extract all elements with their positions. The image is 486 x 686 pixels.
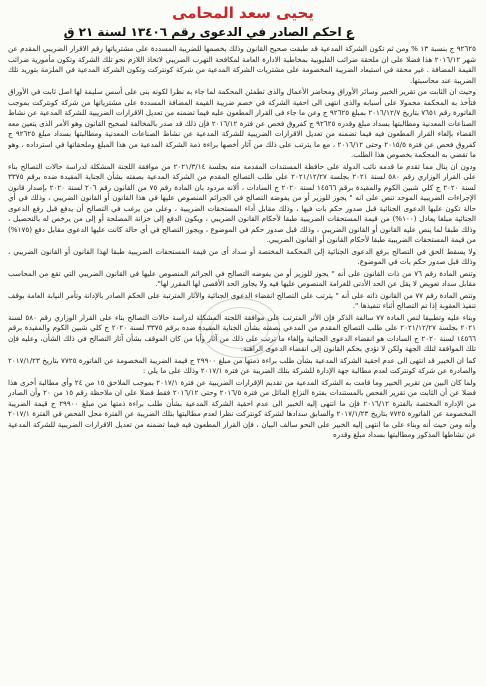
paragraph: كما ان الخبير قد انتهى الى عدم احقية الشركة المدعية بشأن طلب براءة ذمتها من مبلغ ٢٩٩٠٠ ج قيمة الضريبة المخصومة عن الفاتورة ٧٧٢٥ بتاريخ ٢٠١٧/١/٢٣ والصادرة عن شركة كونتركت لعدم مطالبة جهة الإدارة للشركة بتلك الضريبة عن فترة ٢٠١٧/١ وذلك على ما يلي : [8, 355, 476, 375]
paragraph: وبناء عليه وتطبيقا لنص المادة ٧٧ سالفة الذكر فإن الأثر المترتب على موافقة اللجنة المشكلة لدراسة حالات التصالح بناء على القرار الوزاري رقم ٥٨٠ لسنة ٢٠٢١ بجلسة ٢٠٢١/١٢/٢٧ على طلب التصالح المقدم من المدعي بصفته بشأن الجناية المقيدة ضده برقم ٣٣٧٥ لسنة ٢٠٢٠ ج كلي شبين الكوم والمقيدة برقم ١٤٥٦٦ لسنة ٢٠٢٠ ج السادات هو انقضاء الدعوى الجنائية وإلغاء ما ترتب على ذلك من آثار وأيا من كان الموقف بشأن آثار التصالح في ذلك الشأن، وعليه فإن تلك الموافقة لتلك الجهة ولكن لا تؤدي بحكم القانون إلى انقضاء الدعوى الراهنة. [8, 312, 476, 353]
paragraph: وتنص المادة رقم ٧٦ من ذات القانون على أنه " يجوز للوزير أو من يفوضه التصالح في الجرائم المنصوص عليها في القانون الضريبي التي تقع من المحاسب مقابل سداد تعويض لا يقل عن الحد الأدنى للغرامة المنصوص عليها فيه ولا يجاوز الحد الأقصى لها المقرر لها". [8, 268, 476, 288]
paragraph: ولا يسقط الحق في التصالح برفع الدعوى الجنائية إلى المحكمة المختصة أو سداد أى من قيمة المستحقات الضريبية طبقا لهذا القانون أو القانون الضريبي ، وذلك قبل صدور حكم بات في الموضوع. [8, 246, 476, 266]
paragraph: ودون ان ينال مما تقدم ما قدمه نائب الدولة على حافظة المستندات المقدمة منه بجلسة ٢٠٢١/٣/١٤ من موافقة اللجنة المشكلة لدراسة حالات التصالح بناء على القرار الوزاري رقم ٥٨٠ لسنة ٢٠٢١ بجلسة ٢٠٢١/١٢/٢٧ على طلب التصالح المقدم من الشركة المدعية بصفته بشأن الجناية المقيدة ضده برقم ٣٣٧٥ لسنة ٢٠٢٠ ج كلي شبين الكوم والمقيدة برقم ١٤٥٦٦ لسنة ٢٠٢٠ ج السادات ، ألانه مردود بان المادة رقم ٧٥ من القانون رقم ٢٠٦ لسنة ٢٠٢٠ بإصدار قانون الإجراءات الضريبية الموحد تنص على انه " يجوز للوزير أو من يفوضه التصالح في الجرائم المنصوص عليها في هذا القانون أو القانون الضريبي ، وذلك في أي حالة تكون عليها الدعوى الجنائية قبل صدور حكم بات فيها ، وذلك مقابل أداء المستحقات الضريبية ، وعلى من يرغب في التصالح أن يدفع قبل رفع الدعوى الجنائية مبلغا يعادل (١٠٠%) من قيمة المستحقات الضريبية طبقا لأحكام القانون الضريبي ، ويكون الدفع إلى خزانة المصلحة أو إلى من يرخص له بالتحصيل ، وذلك طبقا لما ينص عليه القانون أو القانون الضريبي ، وذلك قبل صدور حكم في الموضوع ، ويجوز التصالح في أي حالة كانت عليها الدعوى مقابل دفع (١٧٥%) من قيمة المستحقات الضريبية طبقا لأحكام القانون أو القانون الضريبي. [8, 161, 476, 244]
paragraph: وحيث ان الثابت من تقرير الخبير وسائر الأوراق ومحاضر الأعمال والذى تطمئن المحكمة لما جاء به نظرا لكونه بنى على أسس سليمة لها اصل ثابت في الأوراق فتأخذ به المحكمة محمولا على أسبابه والذى انتهى الى احقية الشركة في خصم ضريبة القيمة المضافة المسددة على مشترياتها من شركة كونتركت بموجب الفاتورة رقم ٧٦٥١ بتاريخ ٢٠١٦/١٢/٧ بمبلغ ٩٢٦٢٥ ج وعن ما جاء فى القرار المطعون عليه فيما تضمنه من تعديل الاقرارات الضريبية للشركة المدعية عن نشاط الصناعات المعدنية ومطالبتها بسداد مبلغ وقدره ٩٢٦٢٥ ج كفروق فحص عن فترة ٢٠١٦/١٢ فإن ذلك قد صدر بالمخالفة لصحيح القانون وهو الأمر الذى يتعين معه القضاء بإلغاء القرار المطعون فيه فيما تضمنه من تعديل الاقرارات الضريبية للشركة المدعية عن نشاط الصناعات المعدنية ومطالبتها بسداد مبلغ ٩٢٦٢٥ ج كفروق فحص عن فترة ٢٠١٥/٥ وحتى ٢٠١٦/١٢ ، مع ما يترتب على ذلك من آثار أخصها براءة ذمة الشركة المدعية من هذا المبلغ وملحقاتها في استرداده ، وهو ما تقضي به المحكمة بخصوص هذا الطلب. [8, 87, 476, 159]
judgment-body [8, 44, 476, 680]
document-heading: ع احكم الصادر في الدعوى رقم ١٣٤٠٦ لسنة ٢١ ق [63, 25, 354, 39]
author-name: يحيى سعد المحامى [172, 4, 314, 22]
paragraph: ولما كان البين من تقرير الخبير وما قامت به الشركة المدعية من تقديم الإقرارات الضريبية عن فترة ٢٠١٧/١ بموجب الملاحق ١٥ من ٢٤ وأي مطالبة أخرى هذا فضلا عن أن الثابت من تقرير الفحص بالمستندات بفترة النزاع الماثل من فترة ٢٠١٦/٥ وحتى ٢٠١٦/١٢ فقط فضلا على ان ملاحظة رقم ١٥ من ٢٠ وأن الصادر من الإدارة المختصة بالفترة ٢٠١٦/١٢ فإن ما انتهى إليه الخبير الى عدم احقية الشركة المدعية بشأن طلب براءة ذمتها من مبلغ ٢٩٩٠٠ ج قيمة الضريبة المخصومة عن الفاتورة ٧٧٢٥ بتاريخ ٢٠١٧/١/٢٣ والسابق سدادها لشركة كونتركت نظرا لعدم مطالبتها بتلك الضريبة عن الفترة محل الفحص في الفترة ٢٠١٧/١ وأنه ومن حيث أنه وبناء على ما انتهى إليه الخبير على النحو سالف البيان ، فإن القرار المطعون فيه فيما تضمنه من تعديل الاقرارات الضريبية للشركة المدعية عن نشاطها المذكور ومطالبتها بسداد مبلغ وقدره [8, 377, 476, 439]
paragraph: ٩٢٦٢٥ ج بنسبة ١٣ % ومن ثم تكون الشركة المدعية قد طبقت صحيح القانون وذلك بخصمها للضريبة المسددة على مشترياتها رقم الاقرار الضريبي المقدم عن شهر ٢٠١٦/١٢ هذا فضلا على ان ملحقة ضرائب القليوبية بمخاطبة الادارة العامة لمكافحة التهرب الضريبي لاتخاذ اللازم نحو تلك الشركة وتكون مأمورية ضرائب القيمة المضافة . غير محقة في استبعاد الضريبة المخصومة على مشتريات الشركة المدعية من شركة كونتركت وتكون الشركة المدعية في الملزمة بتوريد تلك الضريبة عند محاسبتها. [8, 44, 476, 85]
paragraph: وتنص المادة رقم ٧٧ من القانون ذاته على أنه " يترتب على التصالح انقضاء الدعوى الجنائية والآثار المترتبة على الحكم الصادر بالإدانة وتأمر النيابة العامة بوقف تنفيذ العقوبة إذا تم التصالح أثناء تنفيذها ". [8, 290, 476, 310]
